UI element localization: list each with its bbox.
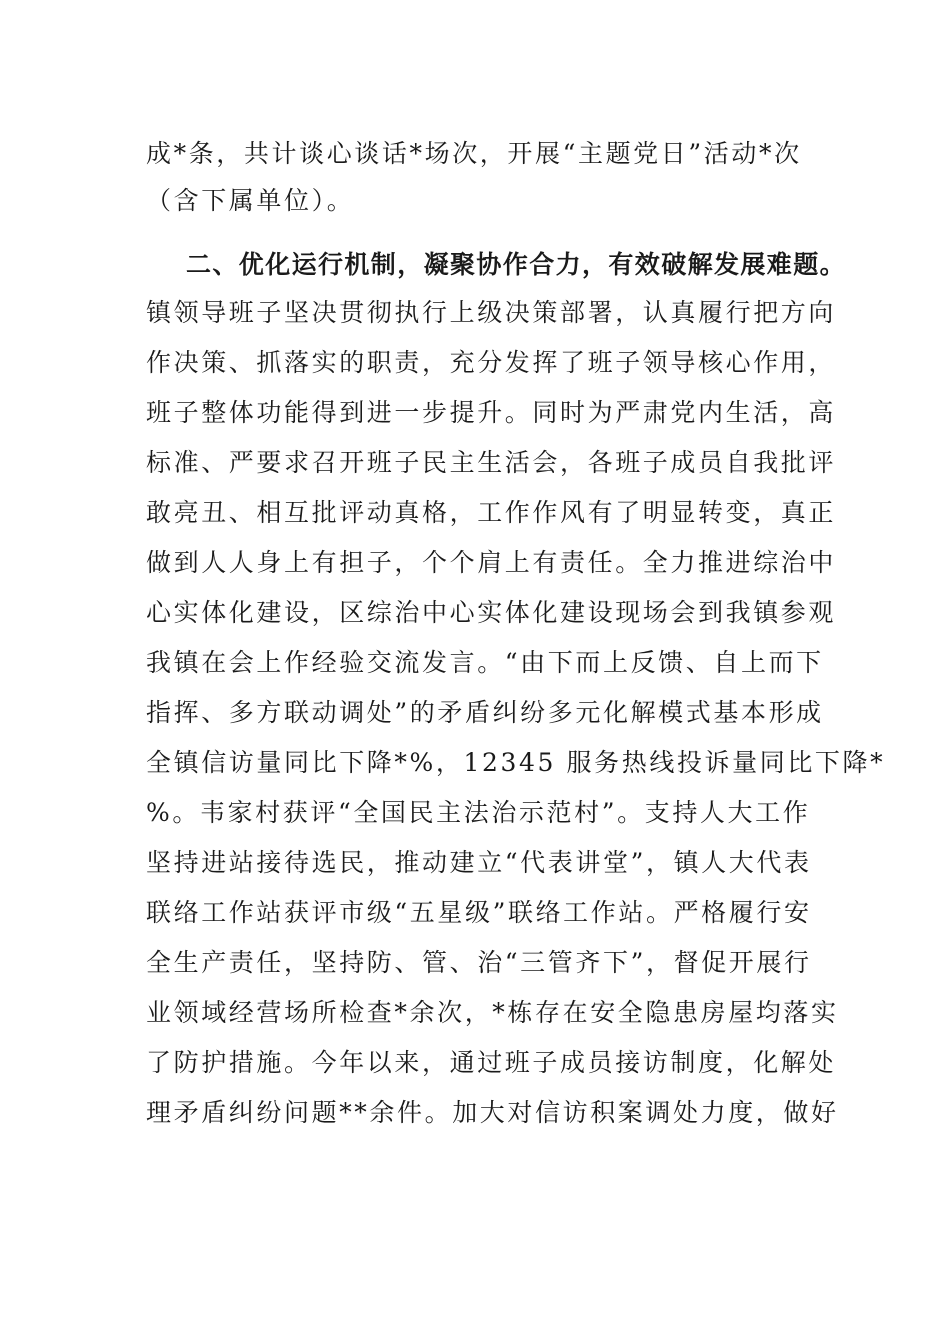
body-line-8: 我镇在会上作经验交流发言。“由下而上反馈、自上而下 xyxy=(146,648,824,677)
body-line-11: %。韦家村获评“全国民主法治示范村”。支持人大工作 xyxy=(146,798,811,827)
body-line-10: 全镇信访量同比下降*%，12345 服务热线投诉量同比下降* xyxy=(146,748,886,777)
body-line-1: 镇领导班子坚决贯彻执行上级决策部署，认真履行把方向 xyxy=(146,298,837,327)
body-line-16: 了防护措施。今年以来，通过班子成员接访制度，化解处 xyxy=(146,1048,837,1077)
intro-line-2: （含下属单位）。 xyxy=(146,186,355,215)
body-line-13: 联络工作站获评市级“五星级”联络工作站。严格履行安 xyxy=(146,898,812,927)
body-line-6: 做到人人身上有担子，个个肩上有责任。全力推进综治中 xyxy=(146,548,837,577)
section-heading: 二、优化运行机制，凝聚协作合力，有效破解发展难题。 xyxy=(186,250,847,279)
body-line-5: 敢亮丑、相互批评动真格，工作作风有了明显转变，真正 xyxy=(146,498,837,527)
body-line-7: 心实体化建设，区综治中心实体化建设现场会到我镇参观 xyxy=(146,598,837,627)
body-line-4: 标准、严要求召开班子民主生活会，各班子成员自我批评 xyxy=(146,448,837,477)
intro-line-1: 成*条，共计谈心谈话*场次，开展“主题党日”活动*次 xyxy=(146,139,802,168)
body-line-9: 指挥、多方联动调处”的矛盾纠纷多元化解模式基本形成 xyxy=(146,698,824,727)
body-line-12: 坚持进站接待选民，推动建立“代表讲堂”，镇人大代表 xyxy=(146,848,812,877)
body-line-3: 班子整体功能得到进一步提升。同时为严肃党内生活，高 xyxy=(146,398,837,427)
body-line-2: 作决策、抓落实的职责，充分发挥了班子领导核心作用， xyxy=(146,348,837,377)
body-line-15: 业领域经营场所检查*余次，*栋存在安全隐患房屋均落实 xyxy=(146,998,839,1027)
body-line-17: 理矛盾纠纷问题**余件。加大对信访积案调处力度，做好 xyxy=(146,1098,839,1127)
body-line-14: 全生产责任，坚持防、管、治“三管齐下”，督促开展行 xyxy=(146,948,812,977)
